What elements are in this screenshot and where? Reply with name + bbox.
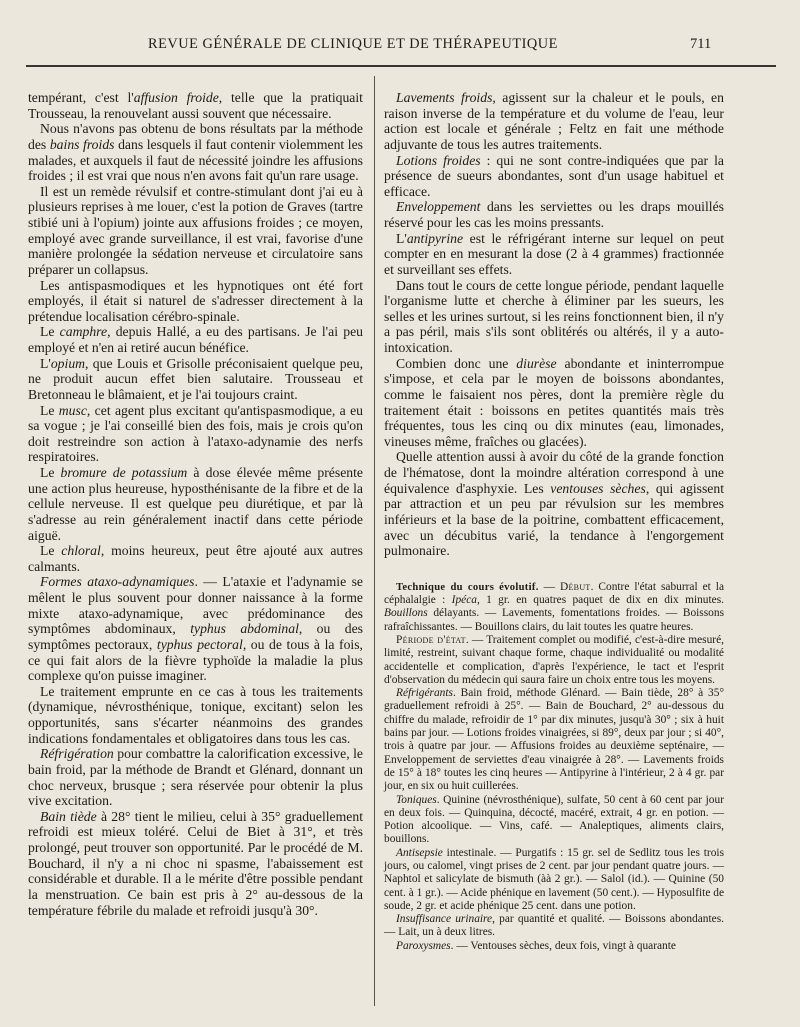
left-column	[28, 90, 363, 918]
left-paragraph-6: L'opium, que Louis et Grisolle préconisaient quelque peu, ne produit aucun effet bien salutaire. Trousseau et Bretonneau le blâmaient, et je l'ai toujours craint.	[28, 355, 363, 402]
left-paragraph-13: Bain tiède à 28° tient le milieu, celui à 35° graduellement refroidi est mieux toléré. Celui de Biet à 31°, et très prolongé, peut trouver son opportunité. Par le procédé de M. Bouchard, il n'y a ni choc ni spasme, l'abaissement est considérable et durable. Il a le mérite d'être possible pendant la menstruation. Ce bain est pris à 2° au-dessous de la température fébrile du malade et refroidi jusqu'à 30°.	[28, 808, 364, 918]
left-paragraph-1: tempérant, c'est l'affusion froide, telle que la pratiquait Trousseau, la renouvelant aussi souvent que nécessaire.	[28, 90, 363, 121]
left-paragraph-5: Le camphre, depuis Hallé, a eu des partisans. Je l'ai peu employé et n'en ai retiré aucun bénéfice.	[28, 324, 363, 355]
left-paragraph-12: Réfrigération pour combattre la calorification excessive, le bain froid, par la méthode de Brandt et Glénard, donnant un choc nerveux, brusque ; sera réservée pour obtenir la plus vive excitation.	[28, 746, 363, 809]
page-number: 711	[690, 36, 712, 52]
technique-paragraph-2: Période d'état. — Traitement complet ou modifié, c'est-à-dire mesuré, limité, restreint, suivant chaque forme, chaque individualité ou modalité accidentelle et complication, d'après l'expérience, le tact et l'esprit d'observation du médecin qui saura faire un choix entre tous les moyens.	[384, 633, 725, 686]
right-paragraph-4: L'antipyrine est le réfrigérant interne sur lequel on peut compter en en mesurant la dose (2 à 4 grammes) fractionnée et surveillant ses effets.	[384, 230, 724, 277]
technique-paragraph-4: Toniques. Quinine (névrosthénique), sulfate, 50 cent à 60 cent par jour en deux fois. — Quinquina, décocté, macéré, extrait, 4 gr. en potion. — Potion alcoolique. — Vins, café. — Analeptiques, aliments clairs, bouillons.	[384, 793, 724, 846]
column-divider	[374, 76, 375, 1006]
technique-paragraph-5: Antisepsie intestinale. — Purgatifs : 15 gr. sel de Sedlitz tous les trois jours, ou calomel, vingt prises de 2 cent. par jour pendant quatre jours. — Naphtol et salicylate de bismuth (àà 2 gr.). — Salol (id.). — Quinine (50 cent. à 1 gr.). — Acide phénique en lavement (50 cent.). — Hyposulfite de soude, 2 gr. et acide phénique 25 cent. dans une potion.	[384, 846, 724, 912]
technique-paragraph-7: Paroxysmes. — Ventouses sèches, deux fois, vingt à quarante	[396, 939, 676, 952]
right-paragraph-5: Dans tout le cours de cette longue période, pendant laquelle l'organisme lutte et cherche à éliminer par les sueurs, les selles et les urines surtout, si les reins fonctionnent bien, il n'y a pas péril, mais s'ils sont oblitérés ou altérés, il y a auto-intoxication.	[384, 277, 724, 355]
right-column	[384, 90, 724, 953]
technique-paragraph-3: Réfrigérants. Bain froid, méthode Glénard. — Bain tiède, 28° à 35° graduellement refroidi à 25°. — Bain de Bouchard, 2° au-dessous du chiffre du malade, refroidir de 1° par dix minutes, jusqu'à 30° ; six à huit bains par jour. — Lotions froides vinaigrées, si 89°, deux par jour ; si 40°, trois à quatre par jour. — Affusions froides au deuxième septénaire, — Enveloppement de serviettes d'eau vinaigrée à 28°. — Lavements froids de 15° à 18° toutes les cinq heures — Antipyrine à l'intérieur, 2 à 4 gr. par jour, en six ou huit cuillerées.	[384, 687, 724, 793]
left-paragraph-10: Formes ataxo-adynamiques. — L'ataxie et l'adynamie se mêlent le plus souvent pour donner naissance à la forme mixte ataxo-adynamique, avec prédominance des symptômes abdominaux, typhus abdominal, ou des symptômes pectoraux, typhus pectoral, ou de tous à la fois, ce qui fait alors de la fièvre typhoïde la maladie la plus complexe qu'on puisse imaginer.	[28, 574, 363, 684]
right-paragraph-3: Enveloppement dans les serviettes ou les draps mouillés réservé pour les cas les moins pressants.	[384, 199, 724, 230]
right-paragraph-2: Lotions froides : qui ne sont contre-indiquées que par la présence de sueurs abondantes, sont d'un usage habituel et efficace.	[384, 152, 724, 199]
technique-paragraph-6: Insuffisance urinaire, par quantité et qualité. — Boissons abondantes. — Lait, un à deux litres.	[384, 913, 724, 939]
technique-paragraph-1: Technique du cours évolutif. — Début. Contre l'état saburral et la céphalalgie : Ipéca, 1 gr. en quatres paquet de dix en dix minutes. Bouillons délayants. — Lavements, fomentations froides. — Boissons rafraîchissantes. — Bouillons clairs, du lait toutes les quatre heures.	[384, 580, 724, 633]
left-paragraph-3: Il est un remède révulsif et contre-stimulant dont j'ai eu à plusieurs reprises à me louer, c'est la potion de Graves (tartre stibié uni à l'opium) jointe aux affusions froides ; ce moyen, employé avec grande surveillance, il est vrai, favorise d'une manière prolongée la sédation nerveuse et circulatoire sans préparer un collapsus.	[28, 183, 363, 277]
header-rule	[26, 65, 776, 67]
left-paragraph-8: Le bromure de potassium à dose élevée même présente une action plus heureuse, hyposthénisante de la fibre et de la cellule nerveuse. Il est quelque peu diurétique, et par là s'adresse au rein généralement inactif dans cette période aiguë.	[28, 465, 364, 543]
right-paragraph-7: Quelle attention aussi à avoir du côté de la grande fonction de l'hématose, dont la moindre altération correspond à une équivalence d'asphyxie. Les ventouses sèches, qui agissent par attraction et un peu par révulsion sur les membres inférieurs et la base de la poitrine, combattent efficacement, avec un décubitus varié, la tendance à l'engorgement pulmonaire.	[384, 449, 724, 559]
left-paragraph-9: Le chloral, moins heureux, peut être ajouté aux autres calmants.	[28, 543, 364, 574]
right-paragraph-1: Lavements froids, agissent sur la chaleur et le pouls, en raison inverse de la température et du volume de l'eau, leur action est locale et générale ; Feltz en fait une méthode adjuvante de tous les autres traitements.	[384, 90, 724, 152]
left-paragraph-2: Nous n'avons pas obtenu de bons résultats par la méthode des bains froids dans lesquels il faut contenir violemment les malades, et auxquels il faut de nécessité joindre les affusions froides ; il est vrai que nous n'en avons fait qu'un rare usage.	[28, 121, 363, 184]
right-paragraph-6: Combien donc une diurèse abondante et ininterrompue s'impose, et cela par le moyen de boissons abondantes, comme le faisaient nos pères, dont la première règle du traitement était : boissons en petites quantités mais très fréquentes, tous les cinq ou dix minutes (eau, limonades, vineuses même, fraîches ou glacées).	[384, 355, 724, 449]
left-paragraph-7: Le musc, cet agent plus excitant qu'antispasmodique, a eu sa vogue ; je l'ai conseillé bien des fois, mais je crois qu'on doit restreindre son action à l'ataxo-adynamie des nerfs respiratoires.	[28, 402, 363, 465]
journal-title: REVUE GÉNÉRALE DE CLINIQUE ET DE THÉRAPEUTIQUE	[148, 36, 558, 52]
left-paragraph-4: Les antispasmodiques et les hypnotiques ont été fort employés, il était si naturel de s'adresser directement à la prétendue localisation cérébro-spinale.	[28, 277, 363, 324]
left-paragraph-11: Le traitement emprunte en ce cas à tous les traitements (dynamique, névrosthénique, tonique, excitant) selon les opportunités, sans s'écarter néanmoins des grandes indications fondamentales et obligatoires dans tous les cas.	[28, 683, 363, 746]
running-head	[0, 36, 800, 54]
